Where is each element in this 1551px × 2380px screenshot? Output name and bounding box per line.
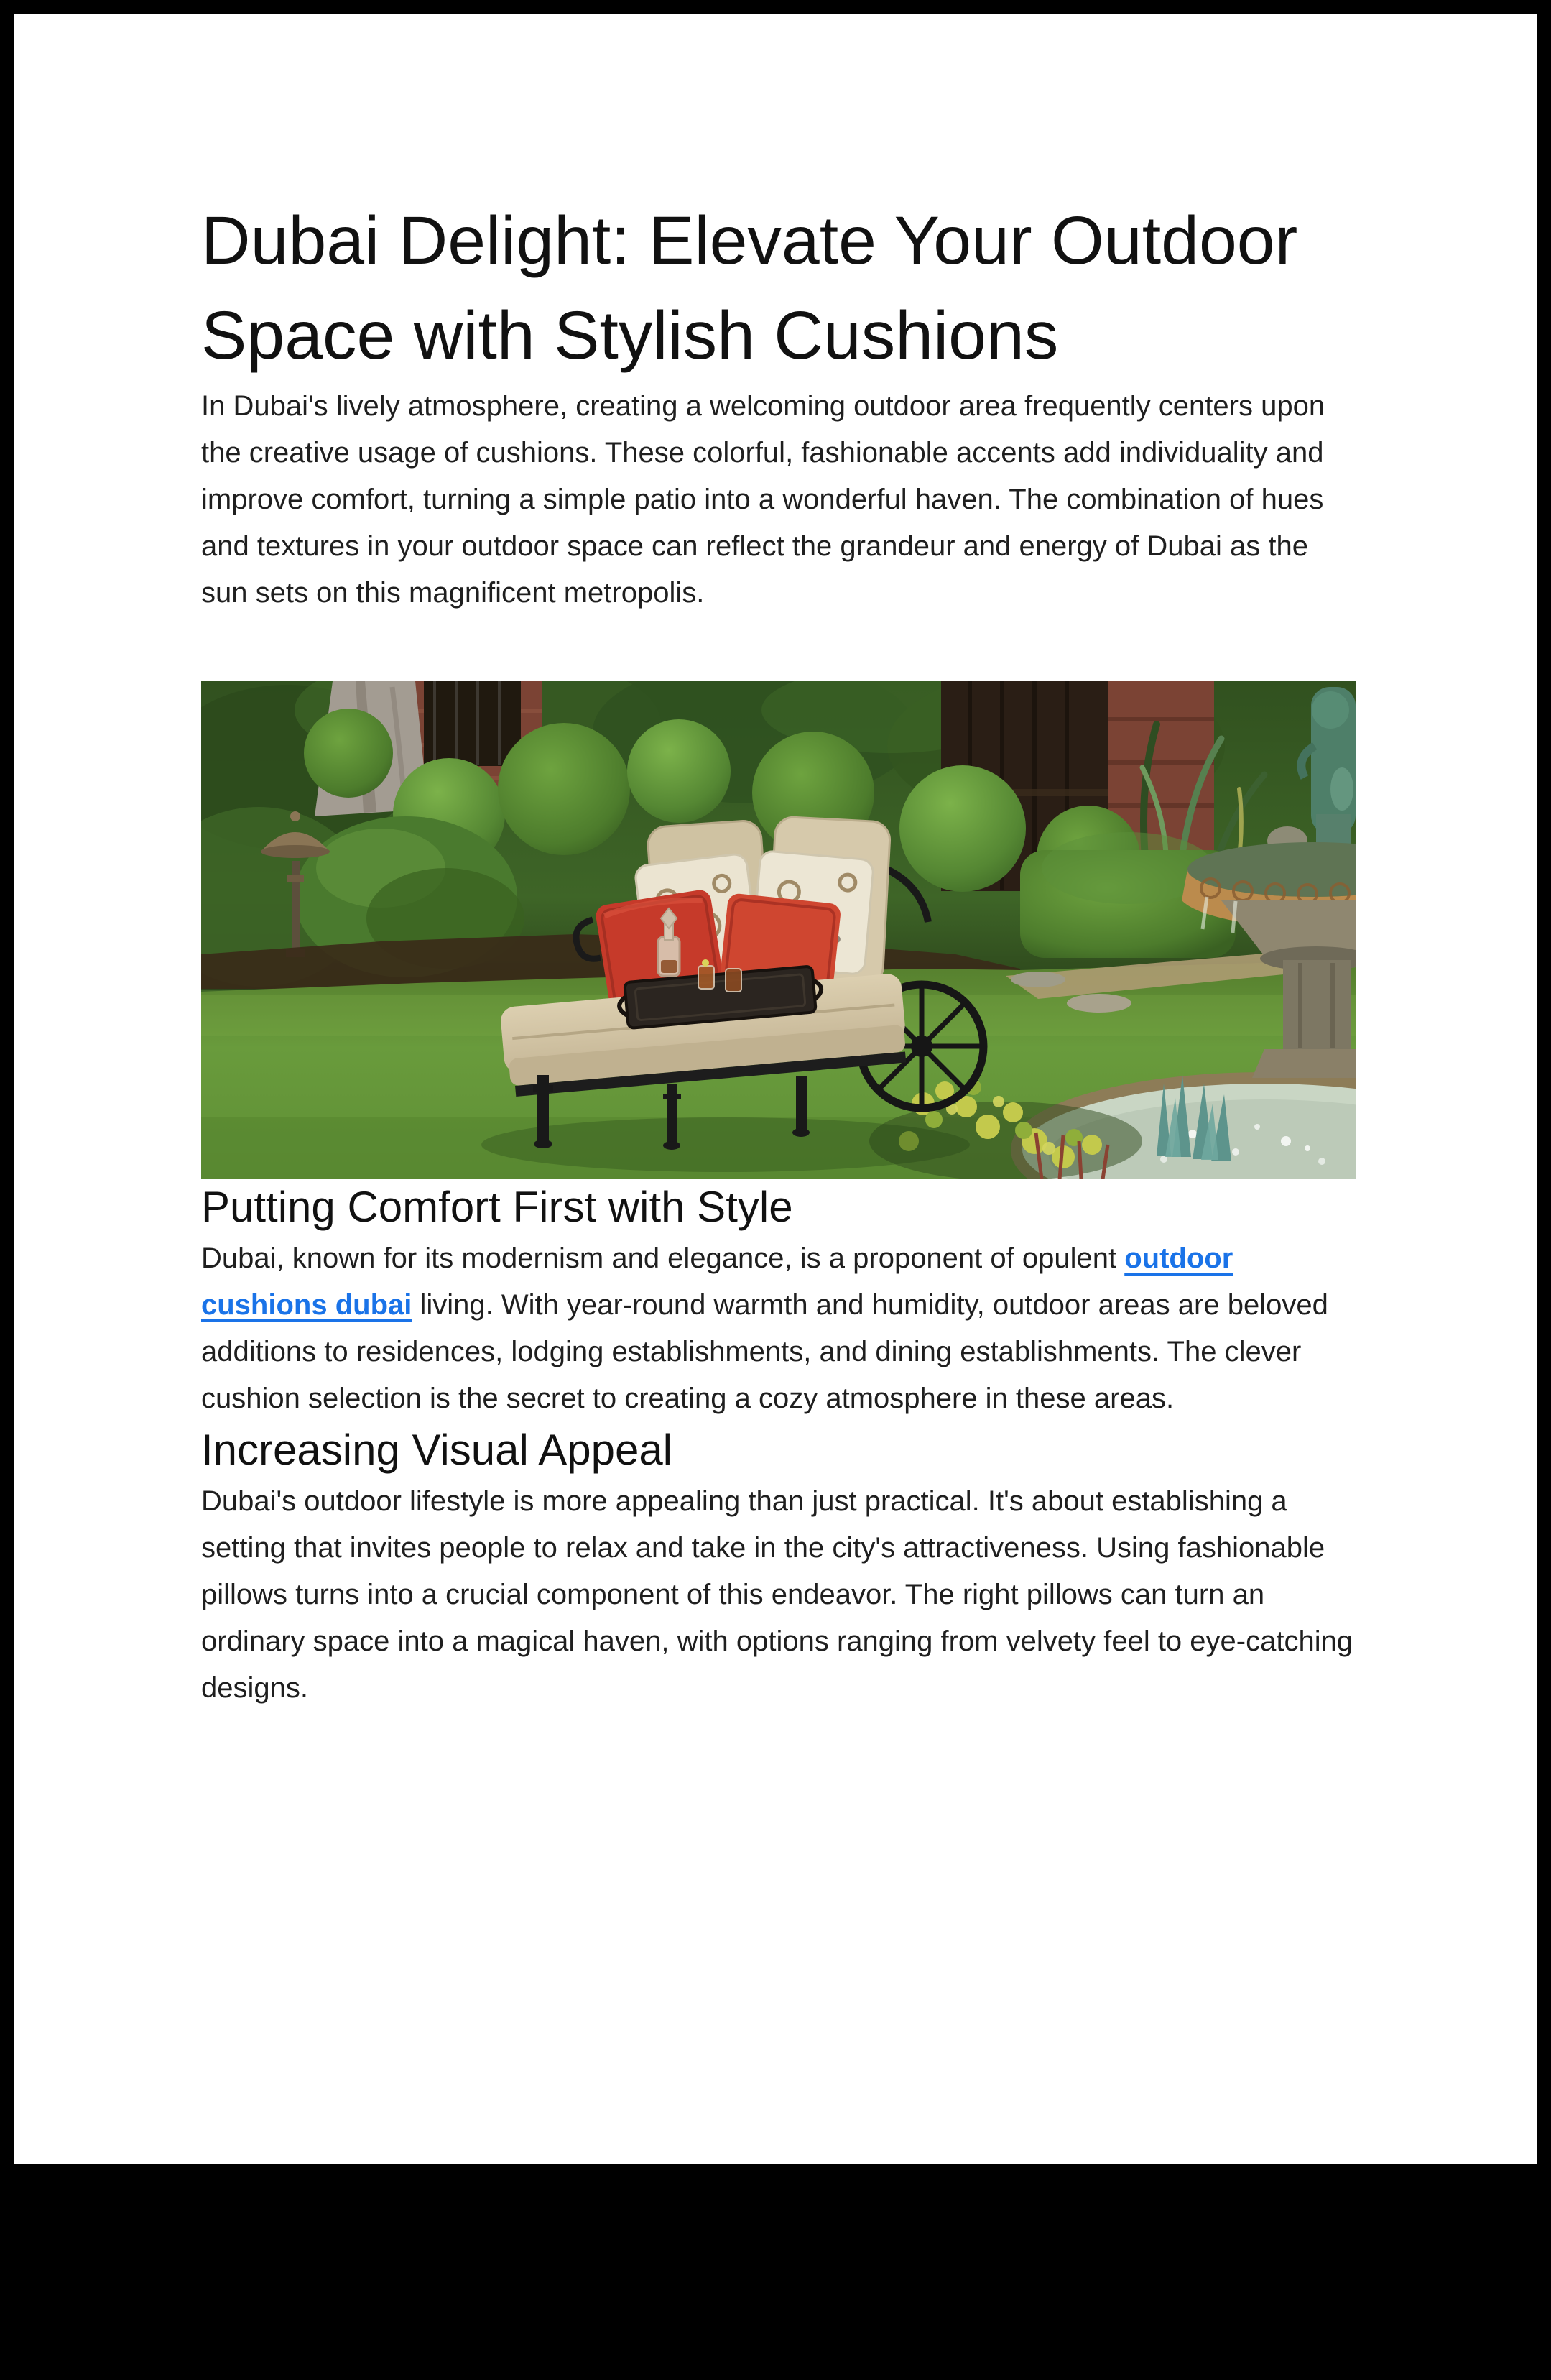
paragraph-text-before-link: Dubai, known for its modernism and elegance, is a proponent of opulent <box>201 1242 1125 1274</box>
section-paragraph-comfort <box>201 1235 1356 1422</box>
window <box>424 681 521 766</box>
stepping-stone <box>1067 994 1131 1013</box>
decanter <box>658 908 680 976</box>
paragraph-text-after-link: living. With year-round warmth and humidity, outdoor areas are beloved additions to residences, lodging establishments, and dining establishments. The clever cushion selection is the secret to creating a cozy atmosphere in these areas. <box>201 1289 1328 1414</box>
document-content <box>14 14 1537 1712</box>
chaise-shadow <box>481 1117 970 1172</box>
document-page <box>14 14 1537 2164</box>
garden-photo-illustration <box>201 681 1356 1179</box>
section-paragraph-visual-appeal: Dubai's outdoor lifestyle is more appealing than just practical. It's about establishing a setting that invites people to relax and take in the city's attractiveness. Using fashionable pillows turns into a crucial component of this endeavor. The right pillows can turn an ordinary space into a magical haven, with options ranging from velvety feel to eye-catching designs. <box>201 1485 1353 1704</box>
page-title: Dubai Delight: Elevate Your Outdoor Space with Stylish Cushions <box>201 203 1298 374</box>
stepping-stone <box>1011 972 1065 987</box>
article-image <box>201 681 1356 1179</box>
section-heading-visual-appeal: Increasing Visual Appeal <box>201 1426 673 1474</box>
intro-paragraph: In Dubai's lively atmosphere, creating a welcoming outdoor area frequently centers upon the creative usage of cushions. These colorful, fashionable accents add individuality and improve comfort, turning a simple patio into a wonderful haven. The combination of hues and textures in your outdoor space can reflect the grandeur and energy of Dubai as the sun sets on this magnificent metropolis. <box>201 390 1325 609</box>
section-heading-comfort: Putting Comfort First with Style <box>201 1183 793 1231</box>
outdoor-cushions-dubai-link[interactable]: outdoor cushions dubai <box>201 1242 1233 1321</box>
